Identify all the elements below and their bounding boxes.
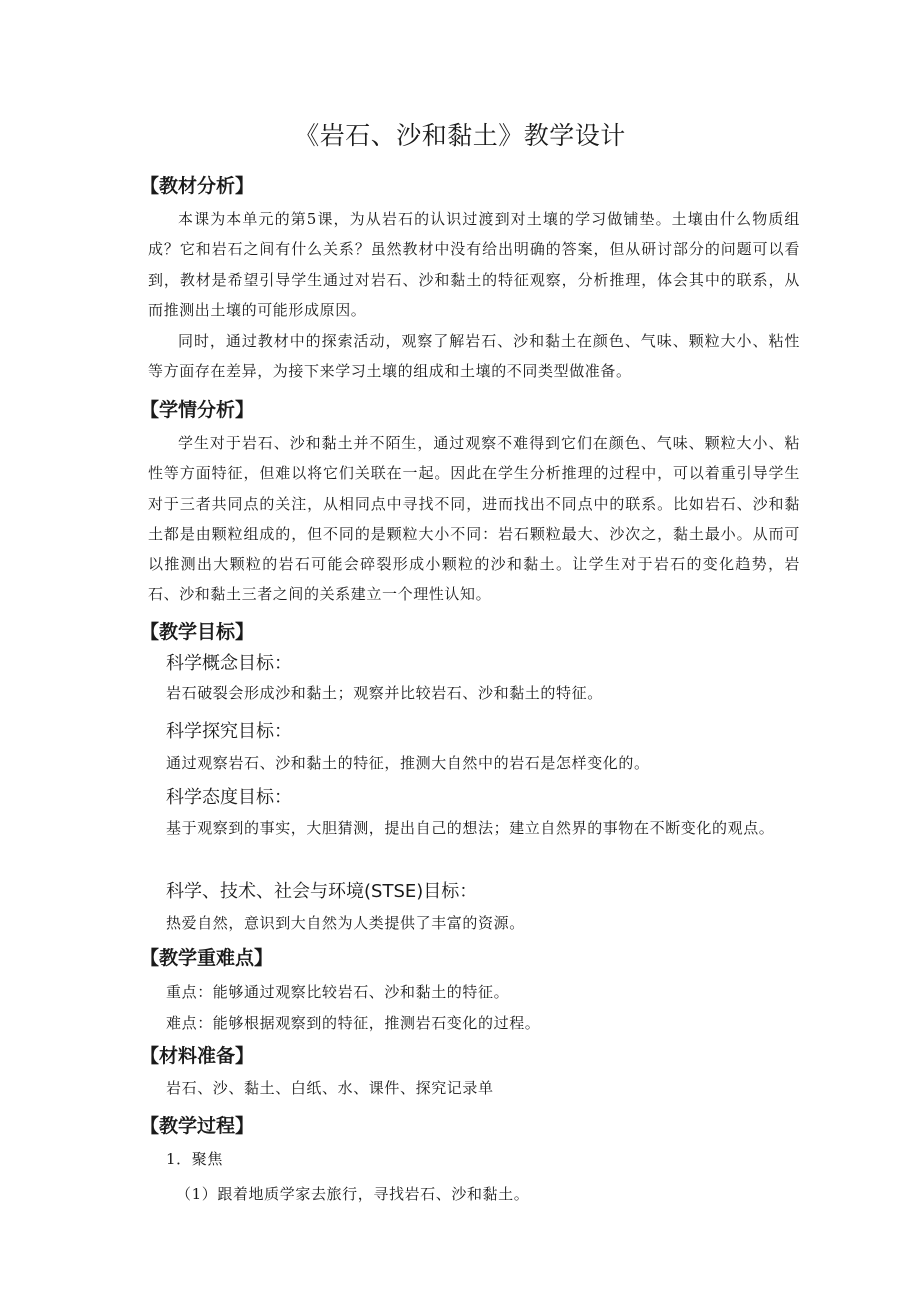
attitude-objective-heading: 科学态度目标： xyxy=(166,787,292,808)
student-analysis-paragraph: 学生对于岩石、沙和黏土并不陌生，通过观察不难得到它们在颜色、气味、颗粒大小、粘性等方面特征，但难以将它们关联在一起。因此在学生分析推理的过程中，可以着重引导学生对于三者共同点的关注，从相同点中寻找不同，进而找出不同点中的联系。比如岩石、沙和黏土都是由颗粒组成的，但不同的是颗粒大小不同：岩石颗粒最大、沙次之，黏土最小。从而可以推测出大颗粒的岩石可能会碎裂形成小颗粒的沙和黏土。让学生对于岩石的变化趋势，岩石、沙和黏土三者之间的关系建立一个理性认知。 xyxy=(148,434,800,604)
section-heading-student-analysis: 【学情分析】 xyxy=(140,399,255,421)
concept-objective-heading: 科学概念目标： xyxy=(166,653,292,674)
attitude-objective-text: 基于观察到的事实，大胆猜测，提出自己的想法；建立自然界的事物在不断变化的观点。 xyxy=(166,819,775,837)
key-point-text: 重点：能够通过观察比较岩石、沙和黏土的特征。 xyxy=(166,983,510,1001)
difficult-point-text: 难点：能够根据观察到的特征，推测岩石变化的过程。 xyxy=(166,1014,541,1032)
inquiry-objective-heading: 科学探究目标： xyxy=(166,721,292,742)
section-heading-process: 【教学过程】 xyxy=(140,1115,255,1137)
section-heading-key-points: 【教学重难点】 xyxy=(140,947,274,969)
stse-objective-heading: 科学、技术、社会与环境(STSE)目标： xyxy=(166,881,478,902)
stse-objective-text: 热爱自然，意识到大自然为人类提供了丰富的资源。 xyxy=(166,914,525,932)
textbook-analysis-paragraph-2: 同时，通过教材中的探索活动，观察了解岩石、沙和黏土在颜色、气味、颗粒大小、粘性等方面存在差异，为接下来学习土壤的组成和土壤的不同类型做准备。 xyxy=(148,332,800,381)
section-heading-objectives: 【教学目标】 xyxy=(140,621,255,643)
section-heading-materials: 【材料准备】 xyxy=(140,1045,255,1067)
process-step-1-1: （1）跟着地质学家去旅行，寻找岩石、沙和黏土。 xyxy=(176,1185,530,1203)
process-step-1: 1．聚焦 xyxy=(166,1150,223,1168)
concept-objective-text: 岩石破裂会形成沙和黏土；观察并比较岩石、沙和黏土的特征。 xyxy=(166,684,603,702)
inquiry-objective-text: 通过观察岩石、沙和黏土的特征，推测大自然中的岩石是怎样变化的。 xyxy=(166,754,650,772)
section-heading-textbook-analysis: 【教材分析】 xyxy=(140,175,255,197)
textbook-analysis-paragraph-1: 本课为本单元的第5课，为从岩石的认识过渡到对土壤的学习做铺垫。土壤由什么物质组成？它和岩石之间有什么关系？虽然教材中没有给出明确的答案，但从研讨部分的问题可以看到，教材是希望引导学生通过对岩石、沙和黏土的特征观察，分析推理，体会其中的联系，从而推测出土壤的可能形成原因。 xyxy=(148,210,800,319)
page-title: 《岩石、沙和黏土》教学设计 xyxy=(294,121,626,150)
materials-text: 岩石、沙、黏土、白纸、水、课件、探究记录单 xyxy=(166,1079,494,1097)
